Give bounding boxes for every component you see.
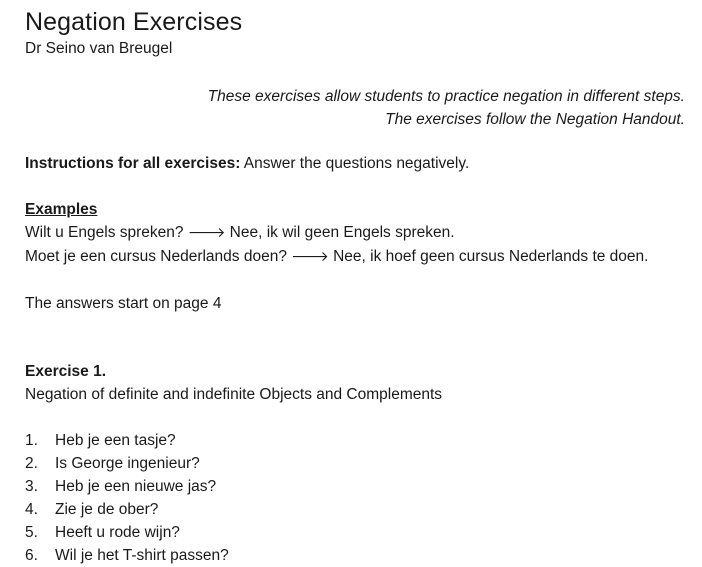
example-answer: Nee, ik wil geen Engels spreken. (225, 224, 455, 241)
document-author: Dr Seino van Breugel (25, 40, 173, 57)
item-number: 1. (25, 432, 38, 449)
example-question: Wilt u Engels spreken? (25, 224, 188, 241)
list-item (25, 475, 690, 498)
list-item (25, 544, 690, 567)
item-text: Heb je een tasje? (55, 432, 176, 449)
example-question: Moet je een cursus Nederlands doen? (25, 248, 292, 265)
list-item (25, 521, 690, 544)
intro-line: These exercises allow students to practice negation in different steps. (207, 88, 685, 105)
item-number: 4. (25, 501, 38, 518)
list-item (25, 429, 690, 452)
answers-note: The answers start on page 4 (25, 295, 222, 312)
list-item (25, 452, 690, 475)
instructions-label: Instructions for all exercises: (25, 155, 241, 172)
examples-heading: Examples (25, 201, 98, 218)
example-line (25, 245, 690, 269)
exercise-subtitle: Negation of definite and indefinite Objects and Complements (25, 386, 443, 403)
item-number: 3. (25, 478, 38, 495)
item-number: 2. (25, 455, 38, 472)
document-page (25, 6, 690, 567)
item-text: Is George ingenieur? (55, 455, 200, 472)
item-text: Wil je het T-shirt passen? (55, 547, 229, 564)
list-item (25, 498, 690, 521)
arrow-right-icon: 🡒 (291, 249, 329, 265)
item-text: Zie je de ober? (55, 501, 159, 518)
exercise-heading: Exercise 1. (25, 363, 107, 380)
item-text: Heb je een nieuwe jas? (55, 478, 217, 495)
instructions-text: Answer the questions negatively. (240, 155, 470, 172)
item-text: Heeft u rode wijn? (55, 524, 180, 541)
example-answer: Nee, ik hoef geen cursus Nederlands te doen. (328, 248, 649, 265)
intro-line: The exercises follow the Negation Handout. (385, 111, 685, 128)
document-title: Negation Exercises (25, 8, 243, 36)
example-line (25, 221, 690, 245)
arrow-right-icon: 🡒 (187, 225, 226, 241)
exercise-list (25, 429, 690, 567)
intro-paragraph (25, 85, 690, 131)
item-number: 6. (25, 547, 38, 564)
item-number: 5. (25, 524, 38, 541)
instructions (25, 152, 690, 175)
